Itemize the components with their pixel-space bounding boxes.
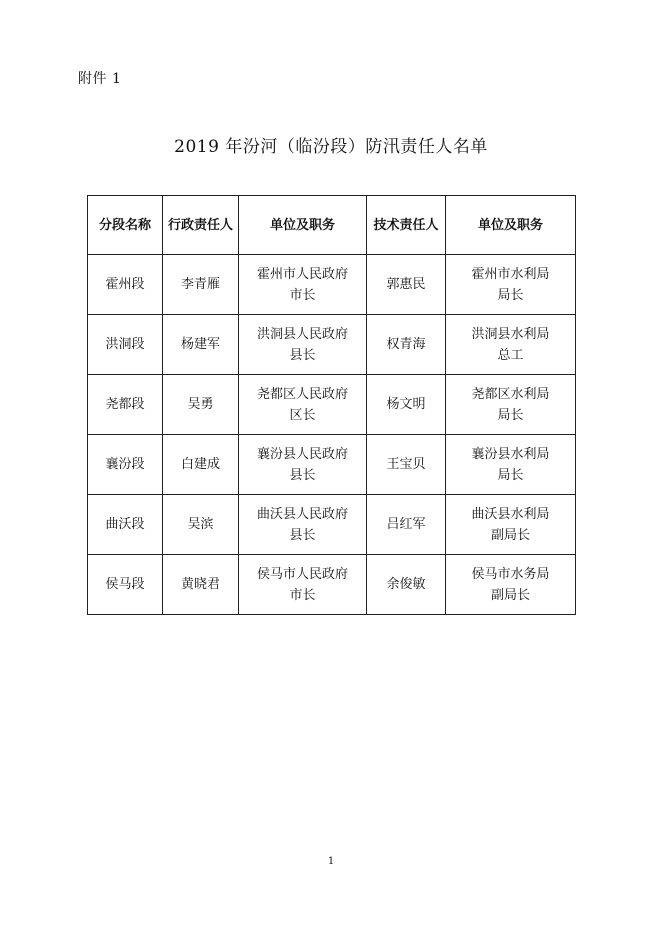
tech-unit-title: 局长 (497, 407, 524, 423)
admin-unit-org: 尧都区人民政府 (256, 386, 348, 402)
tech-unit-cell (446, 495, 576, 555)
table-row (88, 555, 576, 615)
header-segment: 分段名称 (88, 196, 163, 255)
admin-unit-org: 洪洞县人民政府 (256, 326, 348, 342)
tech-unit-title: 局长 (497, 287, 524, 303)
admin-unit-title: 县长 (289, 527, 316, 543)
tech-unit-org: 洪洞县水利局 (471, 326, 550, 342)
admin-unit-cell (239, 555, 367, 615)
admin-unit-cell (239, 435, 367, 495)
table-header-row (88, 196, 576, 255)
segment-cell: 尧都段 (88, 375, 163, 435)
tech-unit-org: 霍州市水利局 (471, 266, 550, 282)
header-admin-unit: 单位及职务 (239, 196, 367, 255)
tech-unit-title: 副局长 (490, 587, 530, 603)
tech-person-cell: 王宝贝 (367, 435, 446, 495)
tech-person-cell: 权青海 (367, 315, 446, 375)
admin-unit-cell (239, 495, 367, 555)
admin-unit-title: 区长 (289, 407, 316, 423)
admin-unit-org: 曲沃县人民政府 (256, 506, 348, 522)
segment-cell: 洪洞段 (88, 315, 163, 375)
tech-person-cell: 余俊敏 (367, 555, 446, 615)
tech-person-cell: 郭惠民 (367, 255, 446, 315)
tech-unit-cell (446, 375, 576, 435)
admin-person-cell: 黄晓君 (163, 555, 239, 615)
segment-cell: 曲沃段 (88, 495, 163, 555)
responsibility-table (87, 195, 576, 615)
admin-unit-cell (239, 375, 367, 435)
segment-cell: 襄汾段 (88, 435, 163, 495)
tech-unit-title: 局长 (497, 467, 524, 483)
admin-unit-title: 市长 (289, 287, 316, 303)
header-tech-person: 技术责任人 (367, 196, 446, 255)
document-title: 2019 年汾河（临汾段）防汛责任人名单 (174, 137, 488, 157)
table-row (88, 375, 576, 435)
admin-unit-title: 市长 (289, 587, 316, 603)
table-row (88, 315, 576, 375)
table-row (88, 255, 576, 315)
segment-cell: 霍州段 (88, 255, 163, 315)
admin-person-cell: 吴滨 (163, 495, 239, 555)
tech-unit-title: 总工 (497, 347, 524, 363)
admin-unit-title: 县长 (289, 467, 316, 483)
attachment-label: 附件 1 (78, 71, 122, 87)
tech-unit-org: 曲沃县水利局 (471, 506, 550, 522)
tech-unit-cell (446, 255, 576, 315)
tech-unit-title: 副局长 (490, 527, 530, 543)
tech-unit-org: 侯马市水务局 (471, 566, 550, 582)
admin-person-cell: 杨建军 (163, 315, 239, 375)
tech-unit-cell (446, 555, 576, 615)
admin-unit-org: 襄汾县人民政府 (256, 446, 348, 462)
admin-unit-org: 霍州市人民政府 (256, 266, 348, 282)
table-row (88, 495, 576, 555)
admin-unit-cell (239, 255, 367, 315)
tech-person-cell: 吕红军 (367, 495, 446, 555)
admin-unit-title: 县长 (289, 347, 316, 363)
tech-unit-org: 襄汾县水利局 (471, 446, 550, 462)
admin-person-cell: 白建成 (163, 435, 239, 495)
admin-person-cell: 吴勇 (163, 375, 239, 435)
header-admin-person: 行政责任人 (163, 196, 239, 255)
table-row (88, 435, 576, 495)
header-tech-unit: 单位及职务 (446, 196, 576, 255)
tech-person-cell: 杨文明 (367, 375, 446, 435)
admin-person-cell: 李青雁 (163, 255, 239, 315)
tech-unit-org: 尧都区水利局 (471, 386, 550, 402)
tech-unit-cell (446, 435, 576, 495)
admin-unit-org: 侯马市人民政府 (256, 566, 348, 582)
admin-unit-cell (239, 315, 367, 375)
segment-cell: 侯马段 (88, 555, 163, 615)
page-number: 1 (327, 856, 335, 867)
tech-unit-cell (446, 315, 576, 375)
